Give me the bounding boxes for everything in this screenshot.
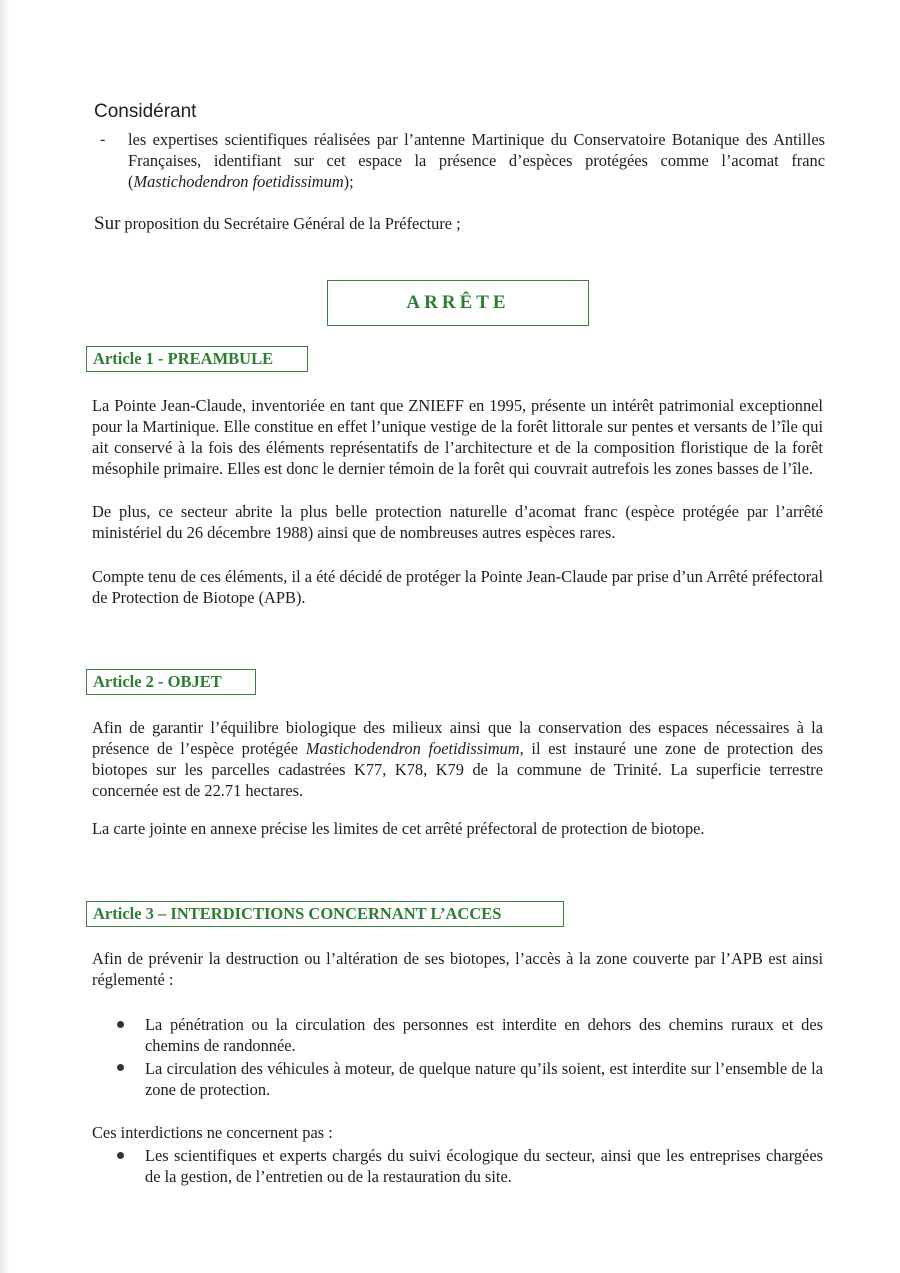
proposition-sur: Sur [94, 213, 121, 234]
article1-para1: La Pointe Jean-Claude, inventoriée en tant que ZNIEFF en 1995, présente un intérêt patrimonial exceptionnel pour la Martinique. Elle constitue en effet l’unique vestige de la forêt littorale sur pentes et versants de l’île qui ait conservé à la fois des éléments représentatifs de l’architecture et de la composition floristique de la forêt mésophile primaire. Elles est donc le dernier témoin de la forêt qui couvrait autrefois les zones basses de l’île. [92, 396, 823, 478]
article3-exceptions-intro: Ces interdictions ne concernent pas : [92, 1123, 333, 1142]
list-dash: - [100, 131, 106, 148]
article3-box [86, 901, 564, 927]
article2-para1: Afin de garantir l’équilibre biologique des milieux ainsi que la conservation des espaces nécessaires à la présence de l’espèce protégée Mastichodendron foetidissimum, il est instauré une zone de protection des biotopes sur les parcelles cadastrées K77, K78, K79 de la commune de Trinité. La superficie terrestre concernée est de 22.71 hectares. [92, 718, 824, 800]
article2-box [86, 669, 256, 695]
bullet-icon [117, 1064, 124, 1071]
article3-bullet-1: La pénétration ou la circulation des personnes est interdite en dehors des chemins ruraux et des chemins de randonnée. [145, 1015, 823, 1055]
article3-exception-1: Les scientifiques et experts chargés du suivi écologique du secteur, ainsi que les entreprises chargées de la gestion, de l’entretien ou de la restauration du site. [145, 1146, 823, 1186]
article2-title: Article 2 - OBJET [93, 672, 222, 691]
article3-intro: Afin de prévenir la destruction ou l’altération de ses biotopes, l’accès à la zone couverte par l’APB est ainsi réglementé : [92, 949, 823, 989]
article1-para3: Compte tenu de ces éléments, il a été décidé de protéger la Pointe Jean-Claude par prise d’un Arrêté préfectoral de Protection de Biotope (APB). [92, 567, 823, 607]
article1-para2: De plus, ce secteur abrite la plus belle protection naturelle d’acomat franc (espèce protégée par l’arrêté ministériel du 26 décembre 1988) ainsi que de nombreuses autres espèces rares. [92, 502, 823, 542]
considerant-heading: Considérant [94, 101, 197, 122]
article3-title: Article 3 – INTERDICTIONS CONCERNANT L’ACCES [93, 904, 502, 923]
article2-para2: La carte jointe en annexe précise les limites de cet arrêté préfectoral de protection de biotope. [92, 819, 705, 838]
considerant-text: les expertises scientifiques réalisées par l’antenne Martinique du Conservatoire Botanique des Antilles Françaises, identifiant sur cet espace la présence d’espèces protégées comme l’acomat franc (Mastichodendron foetidissimum); [128, 130, 825, 191]
bullet-icon [117, 1152, 124, 1159]
article1-box [86, 346, 308, 372]
arrete-title: ARRÊTE [406, 292, 510, 313]
arrete-box [327, 280, 589, 326]
bullet-icon [117, 1021, 124, 1028]
proposition-text: proposition du Secrétaire Général de la Préfecture ; [124, 214, 461, 233]
page-edge [0, 0, 10, 1273]
proposition-line [94, 213, 461, 235]
article1-title: Article 1 - PREAMBULE [93, 349, 274, 368]
article3-bullet-2: La circulation des véhicules à moteur, de quelque nature qu’ils soient, est interdite sur l’ensemble de la zone de protection. [145, 1059, 823, 1099]
